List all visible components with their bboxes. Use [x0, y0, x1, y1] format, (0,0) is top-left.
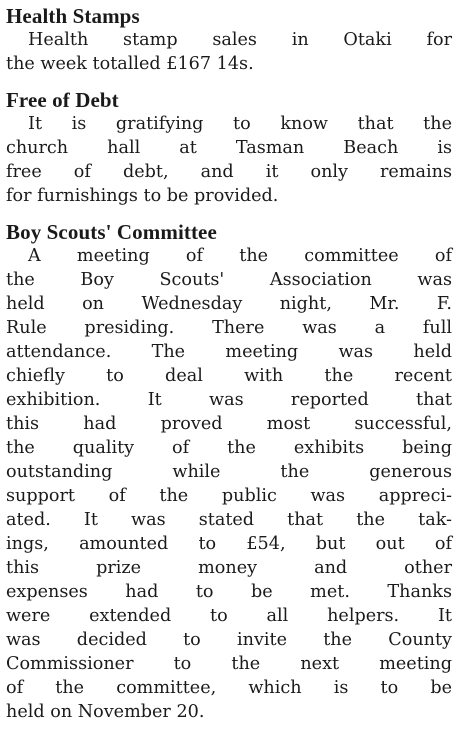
article-text-line: support of the public was appreci-: [6, 486, 452, 506]
article-text-line: held on Wednesday night, Mr. F.: [6, 294, 452, 314]
article-text-line: was decided to invite the County: [6, 630, 452, 650]
article-text-line: ated. It was stated that the tak-: [6, 510, 452, 530]
article-text-line: expenses had to be met. Thanks: [6, 582, 452, 602]
article-health-stamps: [6, 4, 452, 76]
article-text-line: church hall at Tasman Beach is: [6, 138, 452, 158]
article-free-of-debt: [6, 88, 452, 208]
article-text-line: of the committee, which is to be: [6, 678, 452, 698]
article-text-line: ings, amounted to £54, but out of: [6, 534, 452, 554]
article-text-line: outstanding while the generous: [6, 462, 452, 482]
article-text-line: were extended to all helpers. It: [6, 606, 452, 626]
article-headline: Boy Scouts' Committee: [6, 220, 217, 244]
article-text-line: this prize money and other: [6, 558, 452, 578]
article-headline: Health Stamps: [6, 4, 140, 28]
article-text-line: attendance. The meeting was held: [6, 342, 452, 362]
article-text-line: the week totalled £167 14s.: [6, 54, 254, 74]
article-text-line: for furnishings to be provided.: [6, 186, 279, 206]
article-text-line: the quality of the exhibits being: [6, 438, 452, 458]
article-text-line: free of debt, and it only remains: [6, 162, 452, 182]
article-boy-scouts-committee: [6, 220, 452, 724]
article-text-line: exhibition. It was reported that: [6, 390, 452, 410]
article-text-line: Rule presiding. There was a full: [6, 318, 452, 338]
news-column: [6, 4, 452, 736]
article-text-line: Health stamp sales in Otaki for: [28, 30, 452, 50]
article-text-line: the Boy Scouts' Association was: [6, 270, 452, 290]
article-text-line: A meeting of the committee of: [28, 246, 452, 266]
article-text-line: It is gratifying to know that the: [28, 114, 452, 134]
article-text-line: Commissioner to the next meeting: [6, 654, 452, 674]
article-text-line: this had proved most successful,: [6, 414, 452, 434]
article-text-line: held on November 20.: [6, 702, 205, 722]
article-headline: Free of Debt: [6, 88, 119, 112]
article-text-line: chiefly to deal with the recent: [6, 366, 452, 386]
